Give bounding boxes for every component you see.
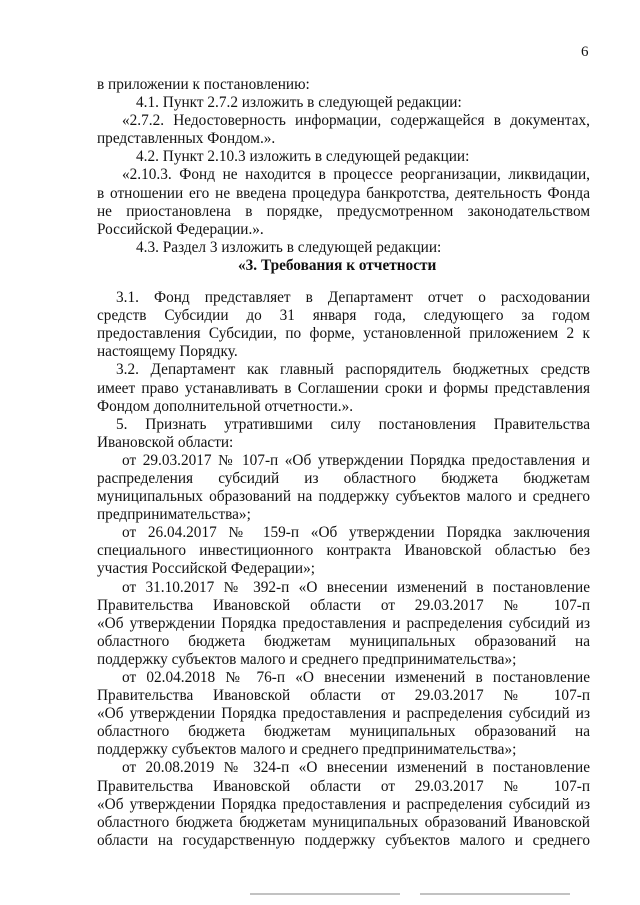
text-line: областного бюджета бюджетам муниципальных образований Ивановской xyxy=(97,813,590,831)
text-line: имеет право устанавливать в Соглашении сроки и формы представления xyxy=(97,379,590,397)
text-line: от 02.04.2018 № 76-п «О внесении изменений в постановление xyxy=(122,669,590,686)
text-line: областного бюджета бюджетам муниципальных образований на xyxy=(97,632,590,650)
text-line: от 26.04.2017 № 159-п «Об утверждении Порядка заключения xyxy=(122,524,590,542)
text-line: областного бюджета бюджетам муниципальных образований на xyxy=(97,723,590,741)
text-line: представленных Фондом.». xyxy=(97,130,276,148)
text-line: 5. Признать утратившими силу постановления Правительства xyxy=(116,415,590,433)
text-line: Правительства Ивановской области от 29.03.2017 № 107-п xyxy=(97,687,590,705)
text-line: специального инвестиционного контракта Ивановской областью без xyxy=(97,542,590,560)
text-line: 4.1. Пункт 2.7.2 изложить в следующей редакции: xyxy=(136,94,462,112)
text-line: в отношении его не введена процедура банкротства, деятельность Фонда xyxy=(97,184,590,202)
text-line: Российской Федерации.». xyxy=(97,220,264,238)
text-line: предпринимательства»; xyxy=(97,506,251,524)
text-line: 4.2. Пункт 2.10.3 изложить в следующей редакции: xyxy=(136,148,470,166)
scan-artifact xyxy=(420,893,570,895)
text-line: 4.3. Раздел 3 изложить в следующей редакции: xyxy=(136,238,442,256)
text-line: муниципальных образований на поддержку субъектов малого и среднего xyxy=(97,488,590,506)
text-line: области на государственную поддержку субъектов малого и среднего xyxy=(97,831,590,849)
text-line: средств Субсидии до 31 января года, следующего за годом xyxy=(97,307,590,325)
text-line: от 29.03.2017 № 107-п «Об утверждении Порядка предоставления и xyxy=(122,451,590,469)
text-line: «Об утверждении Порядка предоставления и распределения субсидий из xyxy=(97,614,590,632)
page-number: 6 xyxy=(581,44,589,60)
text-line: «Об утверждении Порядка предоставления и распределения субсидий из xyxy=(97,795,590,813)
text-line: предоставления Субсидии, по форме, установленной приложением 2 к xyxy=(97,325,590,343)
text-line: настоящему Порядку. xyxy=(97,343,238,361)
text-line: Правительства Ивановской области от 29.03.2017 № 107-п xyxy=(97,777,590,795)
text-line: Фондом дополнительной отчетности.». xyxy=(97,397,354,415)
text-line: «Об утверждении Порядка предоставления и распределения субсидий из xyxy=(97,705,590,723)
text-line: в приложении к постановлению: xyxy=(97,76,310,93)
section-heading: «3. Требования к отчетности xyxy=(238,256,437,274)
text-line: Правительства Ивановской области от 29.03.2017 № 107-п xyxy=(97,596,590,614)
text-line: 3.2. Департамент как главный распорядитель бюджетных средств xyxy=(116,361,590,379)
text-line: 3.1. Фонд представляет в Департамент отчет о расходовании xyxy=(116,289,590,307)
text-line: «2.7.2. Недостоверность информации, содержащейся в документах, xyxy=(122,112,590,130)
text-line: от 20.08.2019 № 324-п «О внесении изменений в постановление xyxy=(122,759,590,777)
document-body xyxy=(97,76,590,850)
text-line: от 31.10.2017 № 392-п «О внесении изменений в постановление xyxy=(122,578,590,596)
text-line: Ивановской области: xyxy=(97,433,234,451)
text-line: «2.10.3. Фонд не находится в процессе реорганизации, ликвидации, xyxy=(122,166,590,184)
text-line: не приостановлена в порядке, предусмотренном законодательством xyxy=(97,202,590,220)
text-line: поддержку субъектов малого и среднего предпринимательства»; xyxy=(97,650,517,668)
text-line: поддержку субъектов малого и среднего предпринимательства»; xyxy=(97,741,517,759)
text-line: участия Российской Федерации»; xyxy=(97,560,316,578)
text-line: распределения субсидий из областного бюджета бюджетам xyxy=(97,469,590,487)
scan-artifact xyxy=(250,893,400,895)
